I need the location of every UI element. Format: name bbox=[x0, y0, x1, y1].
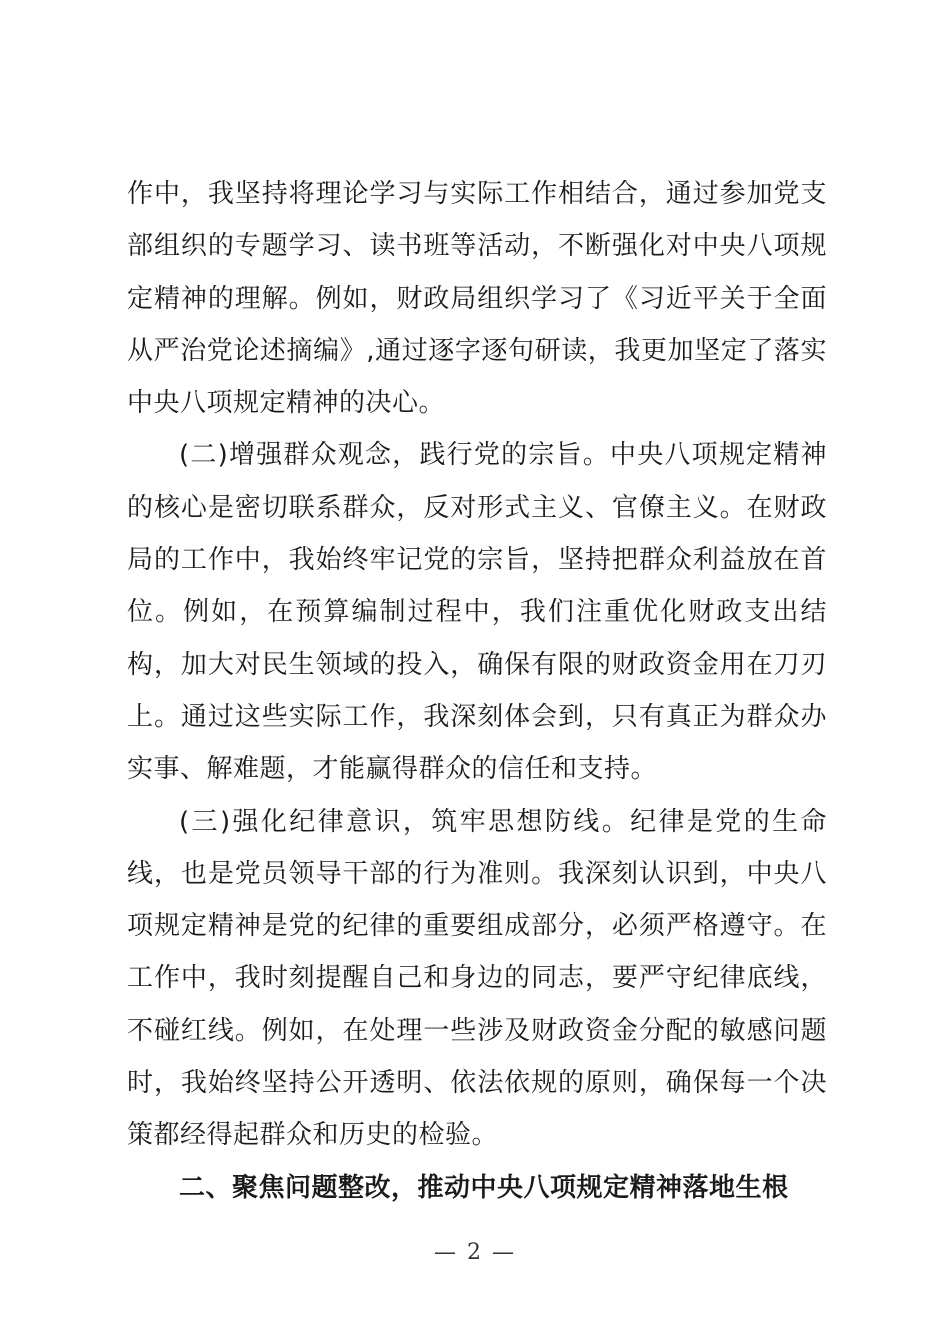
paragraph-section-3: (三)强化纪律意识，筑牢思想防线。纪律是党的生命线，也是党员领导干部的行为准则。我深刻认识到，中央八项规定精神是党的纪律的重要组成部分，必须严格遵守。在工作中，我时刻提醒自己和身边的同志，要严守纪律底线，不碰红线。例如，在处理一些涉及财政资金分配的敏感问题时，我始终坚持公开透明、依法依规的原则，确保每一个决策都经得起群众和历史的检验。 bbox=[127, 806, 827, 1151]
paragraph-section-2: (二)增强群众观念，践行党的宗旨。中央八项规定精神的核心是密切联系群众，反对形式主义、官僚主义。在财政局的工作中，我始终牢记党的宗旨，坚持把群众利益放在首位。例如，在预算编制过程中，我们注重优化财政支出结构，加大对民生领域的投入，确保有限的财政资金用在刀刃上。通过这些实际工作，我深刻体会到，只有真正为群众办实事、解难题，才能赢得群众的信任和支持。 bbox=[127, 440, 827, 785]
page-number: — 2 — bbox=[434, 1240, 516, 1265]
paragraph-continuation: 作中，我坚持将理论学习与实际工作相结合，通过参加党支部组织的专题学习、读书班等活动，不断强化对中央八项规定精神的理解。例如，财政局组织学习了《习近平关于全面从严治党论述摘编》,通过逐字逐句研读，我更加坚定了落实中央八项规定精神的决心。 bbox=[127, 179, 827, 419]
document-body bbox=[127, 168, 827, 1214]
section-heading-2: 二、聚焦问题整改，推动中央八项规定精神落地生根 bbox=[179, 1172, 789, 1203]
